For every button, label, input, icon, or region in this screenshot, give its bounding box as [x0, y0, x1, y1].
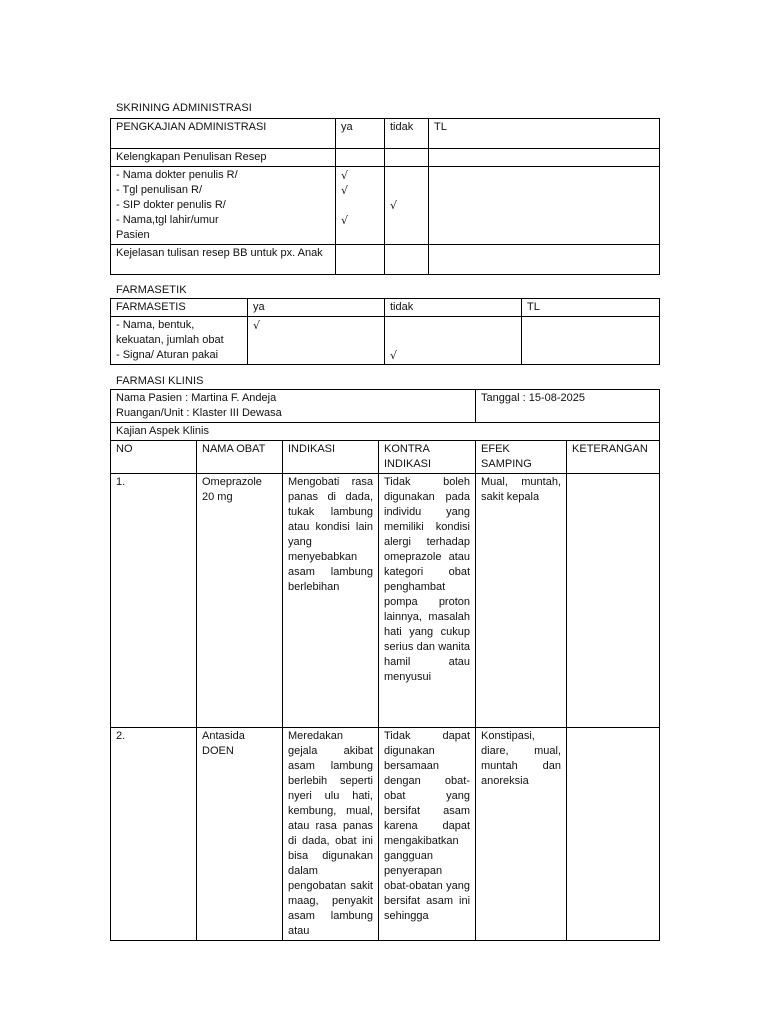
farmasetik-header-farmasetis: FARMASETIS — [111, 299, 248, 317]
farmasetik-ya-cell — [248, 317, 385, 365]
farmasetik-items-cell — [111, 317, 248, 365]
drug-efek: Mual, muntah, sakit kepala — [476, 474, 567, 728]
check-mark: √ — [341, 184, 349, 197]
admin-ya-cell — [336, 167, 385, 245]
klinis-header-efek: EFEK SAMPING — [476, 441, 567, 474]
admin-section-title: SKRINING ADMINISTRASI — [116, 102, 252, 114]
kajian-label: Kajian Aspek Klinis — [111, 423, 660, 441]
klinis-header-indikasi: INDIKASI — [283, 441, 379, 474]
admin-header-pengkajian: PENGKAJIAN ADMINISTRASI — [111, 119, 336, 149]
klinis-header-nama-obat: NAMA OBAT — [197, 441, 283, 474]
drug-indikasi: Meredakan gejala akibat asam lambung berlebih seperti nyeri ulu hati, kembung, mual, atau rasa panas di dada, obat ini bisa digunakan dalam pengobatan sakit maag, penyakit asam lambung atau — [283, 728, 379, 941]
farmasetik-item: - Signa/ Aturan pakai — [116, 349, 219, 361]
admin-kejelasan: Kejelasan tulisan resep BB untuk px. Anak — [111, 245, 336, 275]
check-mark: √ — [390, 199, 398, 212]
check-mark — [341, 198, 379, 213]
drug-keterangan — [567, 474, 660, 728]
klinis-header-kontra: KONTRA INDIKASI — [379, 441, 476, 474]
drug-indikasi: Mengobati rasa panas di dada, tukak lambung atau kondisi lain yang menyebabkan asam lambung berlebihan — [283, 474, 379, 728]
farmasetik-header-tl: TL — [522, 299, 660, 317]
patient-name: Nama Pasien : Martina F. Andeja — [116, 392, 277, 404]
admin-item: - Tgl penulisan R/ — [116, 184, 203, 196]
drug-no: 1. — [111, 474, 197, 728]
admin-header-tl: TL — [429, 119, 660, 149]
klinis-header-keterangan: KETERANGAN — [567, 441, 660, 474]
patient-info-cell — [111, 390, 476, 423]
admin-item: Pasien — [116, 229, 150, 241]
date-cell: Tanggal : 15-08-2025 — [476, 390, 660, 423]
admin-section-label: Kelengkapan Penulisan Resep — [111, 149, 336, 167]
drug-no: 2. — [111, 728, 197, 941]
admin-header-tidak: tidak — [385, 119, 429, 149]
farmasetik-header-tidak: tidak — [385, 299, 522, 317]
admin-header-ya: ya — [336, 119, 385, 149]
farmasetik-section-title: FARMASETIK — [116, 284, 187, 296]
drug-kontra: Tidak boleh digunakan pada individu yang memiliki kondisi alergi terhadap omeprazole atau kategori obat penghambat pompa proton lainnya, masalah hati yang cukup serius dan wanita hamil atau menyusui — [379, 474, 476, 728]
patient-unit: Ruangan/Unit : Klaster III Dewasa — [116, 407, 282, 419]
klinis-section-title: FARMASI KLINIS — [116, 375, 204, 387]
admin-item: - SIP dokter penulis R/ — [116, 199, 226, 211]
farmasetik-item: - Nama, bentuk, kekuatan, jumlah obat — [116, 319, 224, 346]
drug-name: Omeprazole 20 mg — [197, 474, 283, 728]
klinis-header-no: NO — [111, 441, 197, 474]
farmasetik-header-ya: ya — [248, 299, 385, 317]
admin-tidak-cell — [385, 167, 429, 245]
drug-name: Antasida DOEN — [197, 728, 283, 941]
admin-item: - Nama dokter penulis R/ — [116, 169, 238, 181]
admin-item: - Nama,tgl lahir/umur — [116, 214, 219, 226]
drug-keterangan — [567, 728, 660, 941]
klinis-table — [110, 389, 660, 941]
farmasetik-table — [110, 298, 660, 365]
admin-table — [110, 118, 660, 275]
check-mark — [390, 183, 423, 198]
admin-items-cell — [111, 167, 336, 245]
farmasetik-tidak-cell — [385, 317, 522, 365]
check-mark: √ — [390, 349, 398, 362]
check-mark — [390, 213, 423, 228]
drug-efek: Konstipasi, diare, mual, muntah dan anoreksia — [476, 728, 567, 941]
check-mark: √ — [341, 169, 349, 182]
check-mark: √ — [253, 319, 261, 332]
drug-kontra: Tidak dapat digunakan bersamaan dengan obat-obat yang bersifat asam karena dapat mengakibatkan gangguan penyerapan obat-obatan yang bersifat asam ini sehingga — [379, 728, 476, 941]
check-mark: √ — [341, 214, 349, 227]
check-mark — [390, 168, 423, 183]
